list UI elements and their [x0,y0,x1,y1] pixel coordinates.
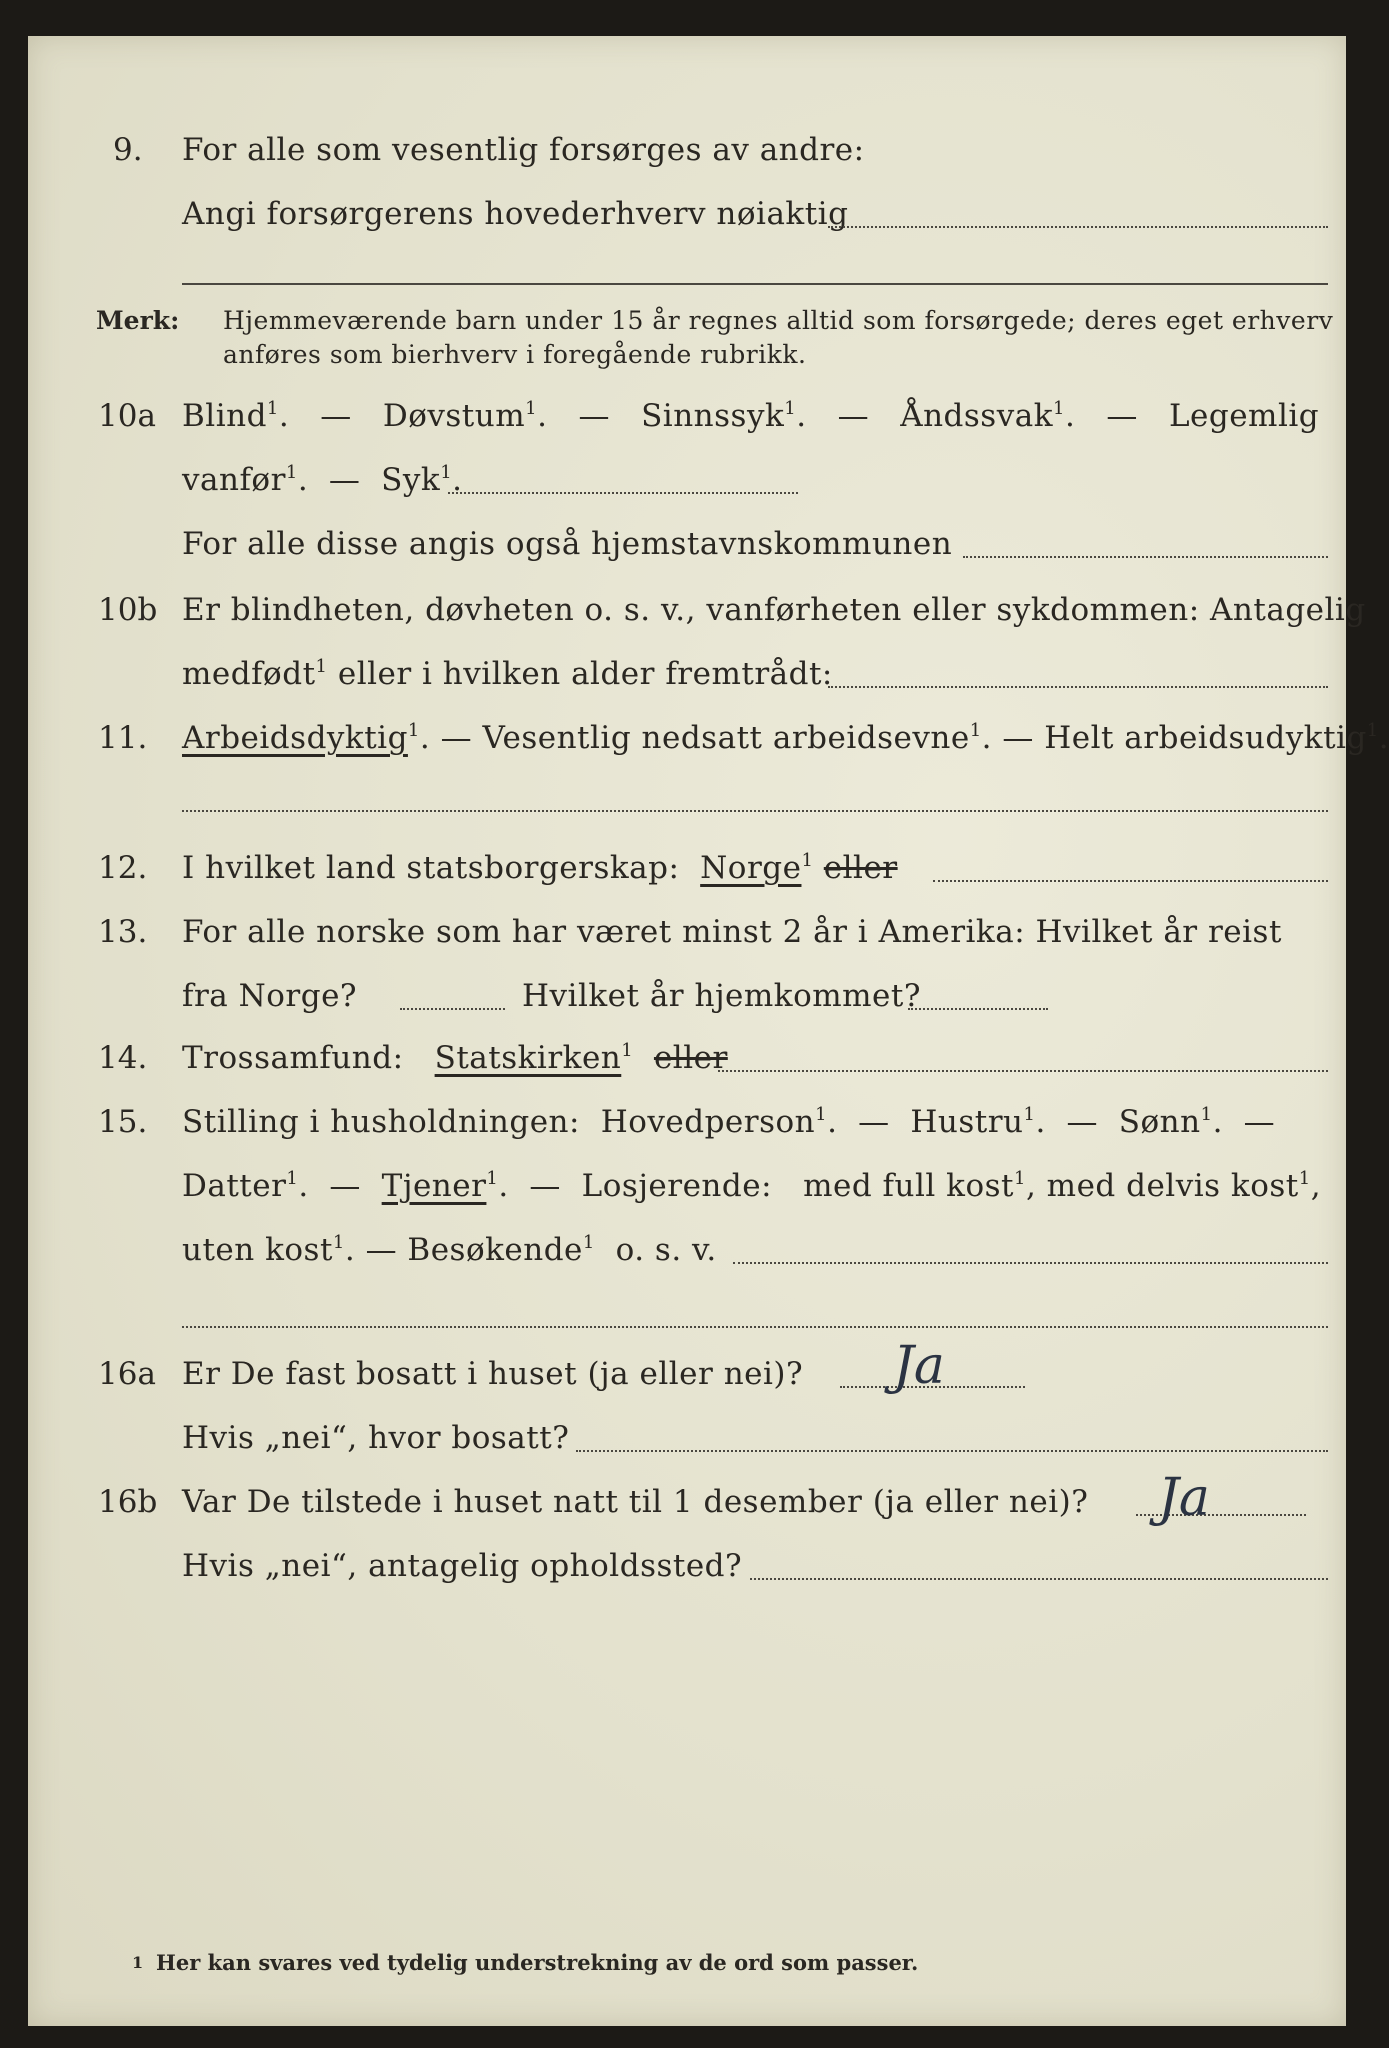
question-text: Hvis „nei“, antagelig opholdssted? [182,1548,743,1584]
question-text: Arbeidsdyktig$^1$. — Vesentlig nedsatt arbeidsevne$^1$. — Helt arbeidsudyktig$^1$. [182,720,1389,756]
question-text: Stilling i husholdningen: Hovedperson$^1$. — Hustru$^1$. — Sønn$^1$. — [182,1104,1276,1140]
question-text: vanfør$^1$. — Syk$^1$. [182,462,463,498]
question-text: Var De tilstede i huset natt til 1 desember (ja eller nei)? [182,1484,1089,1520]
answer-line [182,810,1328,812]
item-number: 15. [98,1104,148,1140]
answer-line [448,492,798,494]
answer-line [182,1326,1328,1328]
footnote-mark: 1 [132,1953,144,1972]
item-number: 9. [113,132,143,168]
question-text: Er blindheten, døvheten o. s. v., vanførheten eller sykdommen: Antagelig [182,592,1366,628]
note-text: anføres som bierhverv i foregående rubrikk. [223,340,807,369]
question-text: Er De fast bosatt i huset (ja eller nei)? [182,1356,804,1392]
item-number: 16a [98,1356,156,1392]
item-number: 10a [98,398,156,434]
question-text: fra Norge? [182,978,358,1014]
answer-line [182,283,1328,285]
question-text: medfødt$^1$ eller i hvilken alder fremtrådt: [182,656,833,692]
answer-line [828,226,1328,228]
question-text: I hvilket land statsborgerskap: Norge$^1$ eller [182,850,898,886]
handwritten-answer: Ja [893,1336,945,1396]
item-number: 13. [98,914,148,950]
answer-line [828,686,1328,688]
question-text: Hvilket år hjemkommet? [522,978,921,1014]
question-text: For alle disse angis også hjemstavnskommunen [182,526,953,562]
item-number: 12. [98,850,148,886]
question-text: Angi forsørgerens hovederhverv nøiaktig [182,196,849,232]
answer-line [733,1262,1328,1264]
form-page [28,36,1389,2026]
question-text: Hvis „nei“, hvor bosatt? [182,1420,570,1456]
item-number: 11. [98,720,148,756]
question-text: Blind$^1$. — Døvstum$^1$. — Sinnssyk$^1$. — Åndssvak$^1$. — Legemlig [182,398,1320,434]
item-number: 10b [98,592,158,628]
handwritten-answer: Ja [1158,1468,1210,1528]
note-text: Hjemmeværende barn under 15 år regnes alltid som forsørgede; deres eget erhverv [223,306,1334,335]
item-number: 16b [98,1484,158,1520]
question-text: Datter$^1$. — Tjener$^1$. — Losjerende: med full kost$^1$, med delvis kost$^1$, [182,1168,1322,1204]
answer-line [750,1578,1328,1580]
footnote-text: Her kan svares ved tydelig understrekning av de ord som passer. [156,1950,919,1975]
question-text: For alle som vesentlig forsørges av andre: [182,132,865,168]
answer-line [908,1008,1048,1010]
note-label: Merk: [96,306,180,335]
answer-line [933,880,1328,882]
question-text: Trossamfund: Statskirken$^1$ eller [182,1040,728,1076]
answer-line [400,1008,505,1010]
item-number: 14. [98,1040,148,1076]
answer-line [963,556,1328,558]
question-text: uten kost$^1$. — Besøkende$^1$ o. s. v. [182,1232,717,1268]
question-text: For alle norske som har været minst 2 år i Amerika: Hvilket år reist [182,914,1282,950]
answer-line [718,1070,1328,1072]
answer-line [576,1450,1328,1452]
